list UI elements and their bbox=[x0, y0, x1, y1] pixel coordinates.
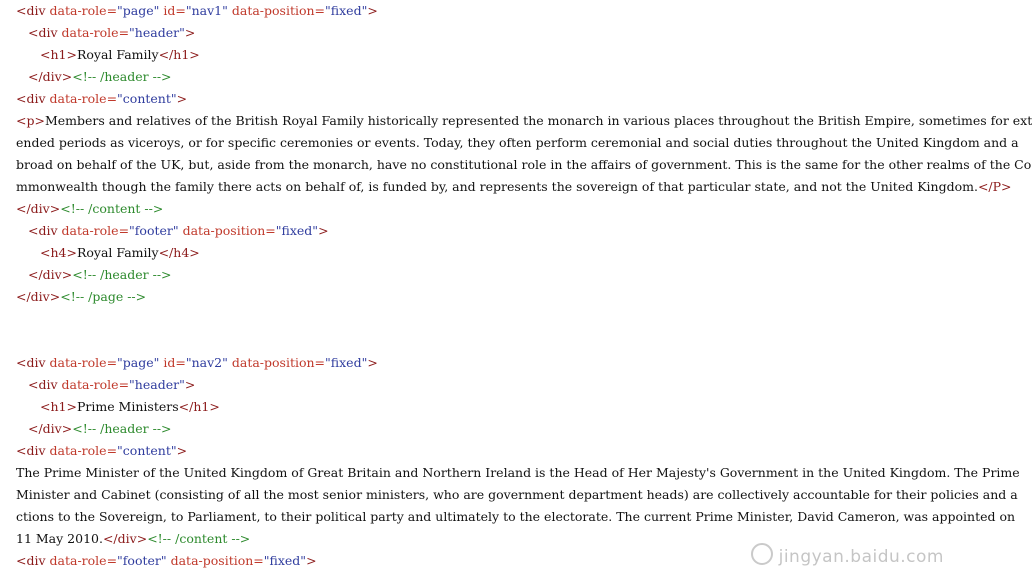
markup-token: "fixed" bbox=[275, 223, 319, 238]
watermark bbox=[751, 543, 944, 567]
text-token: broad on behalf of the UK, but, aside from the monarch, have no constitutional role in the affairs of government. This is the same for the other realms of the Co bbox=[16, 157, 1032, 172]
markup-token: </div> bbox=[28, 69, 73, 84]
code-line bbox=[16, 110, 1032, 132]
code-line bbox=[16, 506, 1015, 528]
code-line bbox=[40, 396, 220, 418]
markup-token: > bbox=[176, 443, 188, 458]
markup-token: data-position= bbox=[166, 553, 264, 568]
text-token: Minister and Cabinet (consisting of all the most senior ministers, who are government department heads) are collectively accountable for their policies and a bbox=[16, 487, 1018, 502]
markup-token: "content" bbox=[117, 443, 177, 458]
markup-token: > bbox=[176, 91, 188, 106]
markup-token: "footer" bbox=[117, 553, 167, 568]
code-line bbox=[16, 528, 250, 550]
markup-token: "page" bbox=[117, 355, 160, 370]
code-line bbox=[16, 132, 1019, 154]
markup-token: </div> bbox=[28, 421, 73, 436]
markup-token: data-position= bbox=[227, 3, 326, 18]
markup-token: </h1> bbox=[178, 399, 220, 414]
markup-token: data-role= bbox=[49, 3, 118, 18]
markup-token: > bbox=[367, 3, 378, 18]
markup-token: data-role= bbox=[49, 91, 118, 106]
code-line bbox=[28, 374, 195, 396]
watermark-text: jingyan.baidu.com bbox=[778, 547, 944, 567]
markup-token: id= bbox=[159, 355, 186, 370]
markup-token: <div bbox=[28, 25, 62, 40]
markup-token: > bbox=[367, 355, 378, 370]
markup-token: <div bbox=[16, 443, 50, 458]
markup-token: data-role= bbox=[61, 377, 130, 392]
markup-token: <div bbox=[16, 91, 50, 106]
code-line bbox=[16, 484, 1018, 506]
code-line bbox=[16, 286, 146, 308]
code-line bbox=[16, 88, 187, 110]
code-line bbox=[28, 66, 172, 88]
markup-token: data-role= bbox=[49, 355, 118, 370]
code-line bbox=[16, 198, 163, 220]
baidu-paw-icon bbox=[751, 543, 773, 565]
markup-token: "footer" bbox=[129, 223, 179, 238]
markup-token: "header" bbox=[129, 25, 185, 40]
code-line bbox=[28, 220, 329, 242]
markup-token: <div bbox=[16, 355, 50, 370]
comment-token: <!-- /content --> bbox=[147, 531, 251, 546]
markup-token: id= bbox=[159, 3, 186, 18]
markup-token: data-role= bbox=[61, 223, 130, 238]
code-line bbox=[28, 418, 172, 440]
text-token: Members and relatives of the British Royal Family historically represented the monarch in various places throughout the British Empire, sometimes for ext bbox=[44, 113, 1032, 128]
code-line bbox=[16, 550, 317, 572]
markup-token: > bbox=[318, 223, 329, 238]
markup-token: "content" bbox=[117, 91, 177, 106]
text-token: Royal Family bbox=[76, 47, 159, 62]
comment-token: <!-- /content --> bbox=[60, 201, 164, 216]
markup-token: <p> bbox=[16, 113, 45, 128]
markup-token: > bbox=[184, 25, 196, 40]
comment-token: <!-- /header --> bbox=[72, 69, 172, 84]
code-line bbox=[16, 176, 1012, 198]
code-line bbox=[40, 44, 200, 66]
comment-token: <!-- /header --> bbox=[72, 267, 172, 282]
markup-token: <div bbox=[28, 377, 62, 392]
code-line bbox=[16, 0, 378, 22]
text-token: The Prime Minister of the United Kingdom of Great Britain and Northern Ireland is the Head of Her Majesty's Government in the United Kingdom. The Prime bbox=[16, 465, 1020, 480]
markup-token: <h4> bbox=[40, 245, 77, 260]
markup-token: data-role= bbox=[61, 25, 130, 40]
code-line bbox=[40, 242, 200, 264]
comment-token: <!-- /page --> bbox=[60, 289, 147, 304]
markup-token: <div bbox=[28, 223, 62, 238]
markup-token: data-role= bbox=[49, 553, 118, 568]
markup-token: "page" bbox=[117, 3, 160, 18]
text-token: Prime Ministers bbox=[76, 399, 179, 414]
comment-token: <!-- /header --> bbox=[72, 421, 172, 436]
code-line bbox=[16, 154, 1031, 176]
markup-token: </P> bbox=[977, 179, 1012, 194]
text-token: 11 May 2010. bbox=[16, 531, 103, 546]
code-line bbox=[16, 462, 1020, 484]
markup-token: <div bbox=[16, 3, 50, 18]
markup-token: data-role= bbox=[49, 443, 118, 458]
markup-token: <h1> bbox=[40, 399, 77, 414]
code-line bbox=[28, 22, 195, 44]
text-token: ctions to the Sovereign, to Parliament, to their political party and ultimately to the electorate. The current Prime Minister, David Cameron, was appointed on bbox=[16, 509, 1016, 524]
markup-token: </div> bbox=[16, 201, 61, 216]
code-line bbox=[28, 264, 172, 286]
markup-token: "fixed" bbox=[325, 355, 368, 370]
code-line bbox=[16, 440, 187, 462]
markup-token: </div> bbox=[28, 267, 73, 282]
markup-token: data-position= bbox=[227, 355, 326, 370]
markup-token: </div> bbox=[16, 289, 61, 304]
markup-token: > bbox=[184, 377, 196, 392]
text-token: Royal Family bbox=[76, 245, 159, 260]
markup-token: "fixed" bbox=[263, 553, 307, 568]
markup-token: "nav1" bbox=[185, 3, 228, 18]
markup-token: </div> bbox=[102, 531, 148, 546]
code-line bbox=[16, 352, 378, 374]
markup-token: <div bbox=[16, 553, 50, 568]
markup-token: data-position= bbox=[178, 223, 276, 238]
markup-token: </h4> bbox=[158, 245, 200, 260]
markup-token: </h1> bbox=[158, 47, 200, 62]
markup-token: > bbox=[306, 553, 317, 568]
markup-token: "header" bbox=[129, 377, 185, 392]
markup-token: "nav2" bbox=[185, 355, 228, 370]
markup-token: <h1> bbox=[40, 47, 77, 62]
text-token: ended periods as viceroys, or for specific ceremonies or events. Today, they often perform ceremonial and social duties throughout the United Kingdom and a bbox=[16, 135, 1019, 150]
text-token: mmonwealth though the family there acts on behalf of, is funded by, and represents the sovereign of that particular state, and not the United Kingdom. bbox=[16, 179, 978, 194]
markup-token: "fixed" bbox=[325, 3, 368, 18]
